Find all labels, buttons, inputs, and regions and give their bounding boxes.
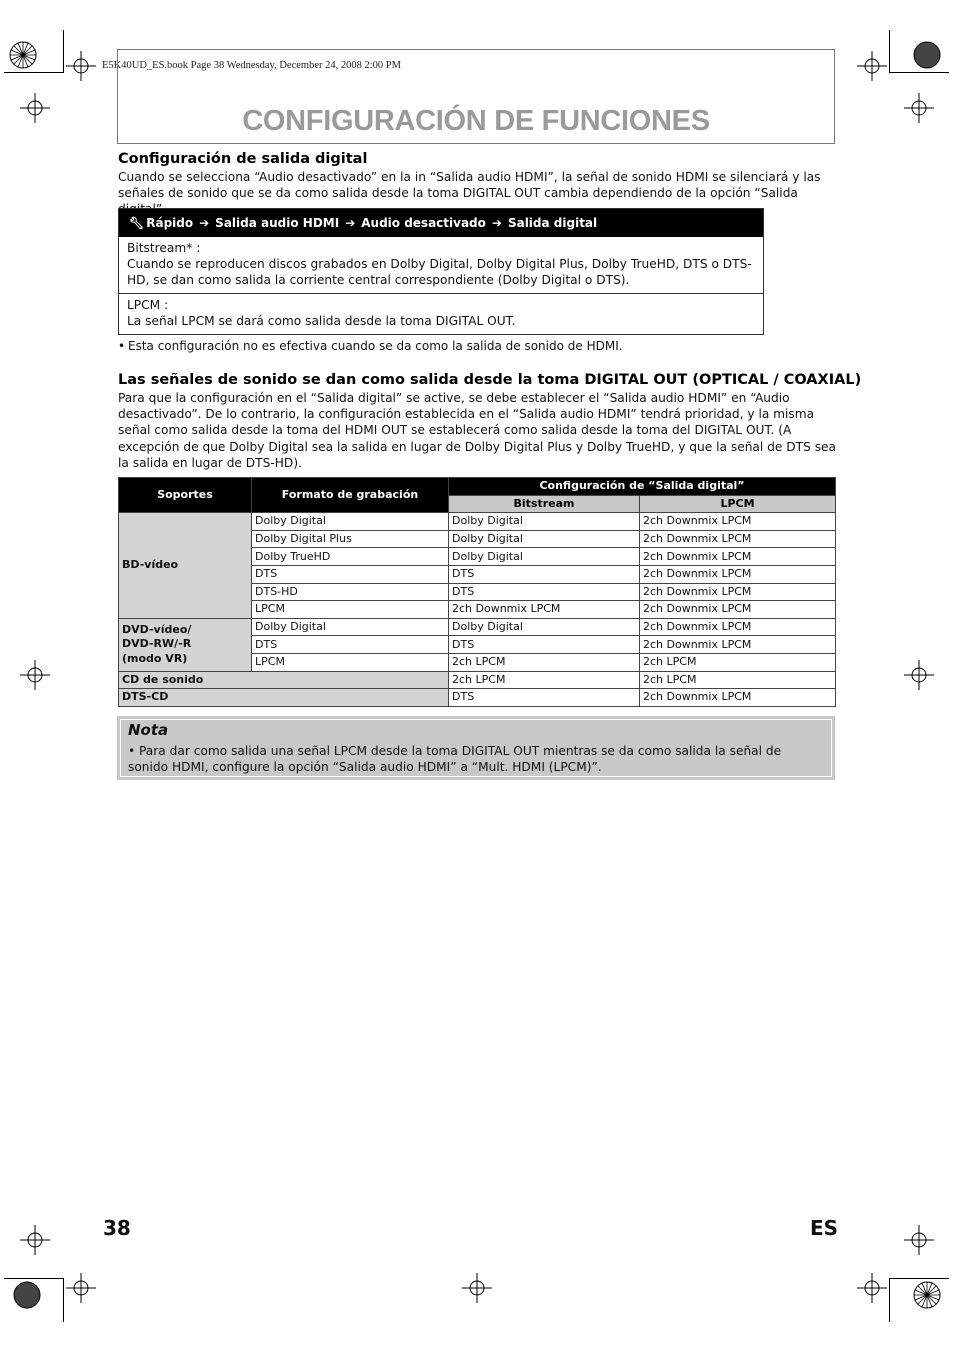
bullet-icon: •	[118, 339, 126, 353]
menu-path-step: Salida audio HDMI	[215, 216, 340, 230]
registration-dot-icon	[912, 40, 942, 70]
option-desc: Cuando se reproducen discos grabados en Dolby Digital, Dolby Digital Plus, Dolby TrueHD, DTS o DTS-HD, se dan como salida la corriente central correspondiente (Dolby Digital o DTS).	[127, 257, 752, 288]
wrench-icon: 🔧︎	[129, 216, 145, 230]
option-lpcm	[119, 293, 763, 333]
group-cd: CD de sonido	[119, 671, 449, 689]
page-number: 38	[103, 1216, 131, 1240]
page-title: CONFIGURACIÓN DE FUNCIONES	[242, 105, 710, 137]
bullet-note: • Esta configuración no es efectiva cuando se da como la salida de sonido de HDMI.	[118, 339, 623, 353]
crosshair-icon	[857, 1273, 887, 1303]
note-title: Nota	[128, 721, 169, 739]
arrow-right-icon: ➔	[199, 216, 210, 230]
group-dvd: DVD-vídeo/ DVD-RW/-R (modo VR)	[119, 618, 252, 671]
table-row: DTS DTS 2ch Downmix LPCM	[119, 636, 836, 654]
col-formato: Formato de grabación	[252, 478, 449, 513]
book-info: E5K40UD_ES.book Page 38 Wednesday, December 24, 2008 2:00 PM	[102, 60, 401, 71]
crosshair-icon	[20, 93, 50, 123]
header-box	[117, 49, 835, 144]
crosshair-icon	[20, 660, 50, 690]
crosshair-icon	[904, 1225, 934, 1255]
section-intro: Para que la configuración en el “Salida digital” se active, se debe establecer el “Salida audio HDMI” en “Audio desactivado”. De lo contrario, la configuración establecida en el “Salida audio HDMI” tendrá prioridad, y la misma señal como salida desde la toma del HDMI OUT se establecerá como salida desde la toma del DIGITAL OUT. (A excepción de que Dolby Digital sea la salida en lugar de Dolby Digital Plus y Dolby TrueHD, y que la señal de DTS sea la salida en lugar de DTS-HD).	[118, 391, 837, 470]
menu-path-box	[118, 208, 764, 335]
section-heading: Las señales de sonido se dan como salida desde la toma DIGITAL OUT (OPTICAL / COAXIAL)	[118, 372, 862, 388]
registration-sunburst-icon	[912, 1280, 942, 1310]
registration-sunburst-icon	[8, 40, 38, 70]
menu-path-step: Rápido	[146, 216, 194, 230]
table-row: DVD-vídeo/ DVD-RW/-R (modo VR) Dolby Digital Dolby Digital 2ch Downmix LPCM	[119, 618, 836, 636]
table-row: BD-vídeo Dolby Digital Dolby Digital 2ch Downmix LPCM	[119, 513, 836, 531]
note-box	[117, 716, 835, 780]
option-desc: La señal LPCM se dará como salida desde la toma DIGITAL OUT.	[127, 313, 516, 328]
section-heading: Configuración de salida digital	[118, 151, 368, 167]
crosshair-icon	[904, 93, 934, 123]
crosshair-icon	[462, 1273, 492, 1303]
table-row: CD de sonido 2ch LPCM 2ch LPCM	[119, 671, 836, 689]
table-row: DTS DTS 2ch Downmix LPCM	[119, 565, 836, 583]
col-bitstream: Bitstream	[449, 495, 640, 513]
col-lpcm: LPCM	[640, 495, 836, 513]
language-code: ES	[810, 1216, 839, 1240]
table-row: Dolby Digital Plus Dolby Digital 2ch Downmix LPCM	[119, 530, 836, 548]
crosshair-icon	[20, 1225, 50, 1255]
note-text: • Para dar como salida una señal LPCM desde la toma DIGITAL OUT mientras se da como salida la señal de sonido HDMI, configure la opción “Salida audio HDMI” a “Mult. HDMI (LPCM)”.	[128, 744, 782, 774]
option-label: LPCM :	[127, 297, 169, 312]
table-row: DTS-CD DTS 2ch Downmix LPCM	[119, 689, 836, 707]
col-config: Configuración de “Salida digital”	[449, 478, 836, 496]
crosshair-icon	[904, 660, 934, 690]
arrow-right-icon: ➔	[345, 216, 356, 230]
table-row: LPCM 2ch LPCM 2ch LPCM	[119, 653, 836, 671]
col-soportes: Soportes	[119, 478, 252, 513]
menu-path-step: Salida digital	[507, 216, 598, 230]
option-bitstream	[119, 237, 763, 293]
arrow-right-icon: ➔	[491, 216, 502, 230]
crosshair-icon	[857, 51, 887, 81]
digital-output-table	[118, 477, 836, 707]
group-bd: BD-vídeo	[119, 513, 252, 619]
registration-dot-icon	[12, 1280, 42, 1310]
crosshair-icon	[66, 51, 96, 81]
group-dtscd: DTS-CD	[119, 689, 449, 707]
bullet-icon: •	[128, 744, 136, 758]
table-row: DTS-HD DTS 2ch Downmix LPCM	[119, 583, 836, 601]
crosshair-icon	[66, 1273, 96, 1303]
menu-path	[119, 209, 763, 237]
section-intro: Cuando se selecciona “Audio desactivado” en la in “Salida audio HDMI”, la señal de sonido HDMI se silenciará y las señales de sonido que se da como salida desde la toma DIGITAL OUT cambia dependiendo de la opción “Salida	[118, 170, 821, 201]
menu-path-step: Audio desactivado	[361, 216, 486, 230]
table-row: Dolby TrueHD Dolby Digital 2ch Downmix LPCM	[119, 548, 836, 566]
table-row: LPCM 2ch Downmix LPCM 2ch Downmix LPCM	[119, 601, 836, 619]
option-label: Bitstream* :	[127, 241, 201, 255]
